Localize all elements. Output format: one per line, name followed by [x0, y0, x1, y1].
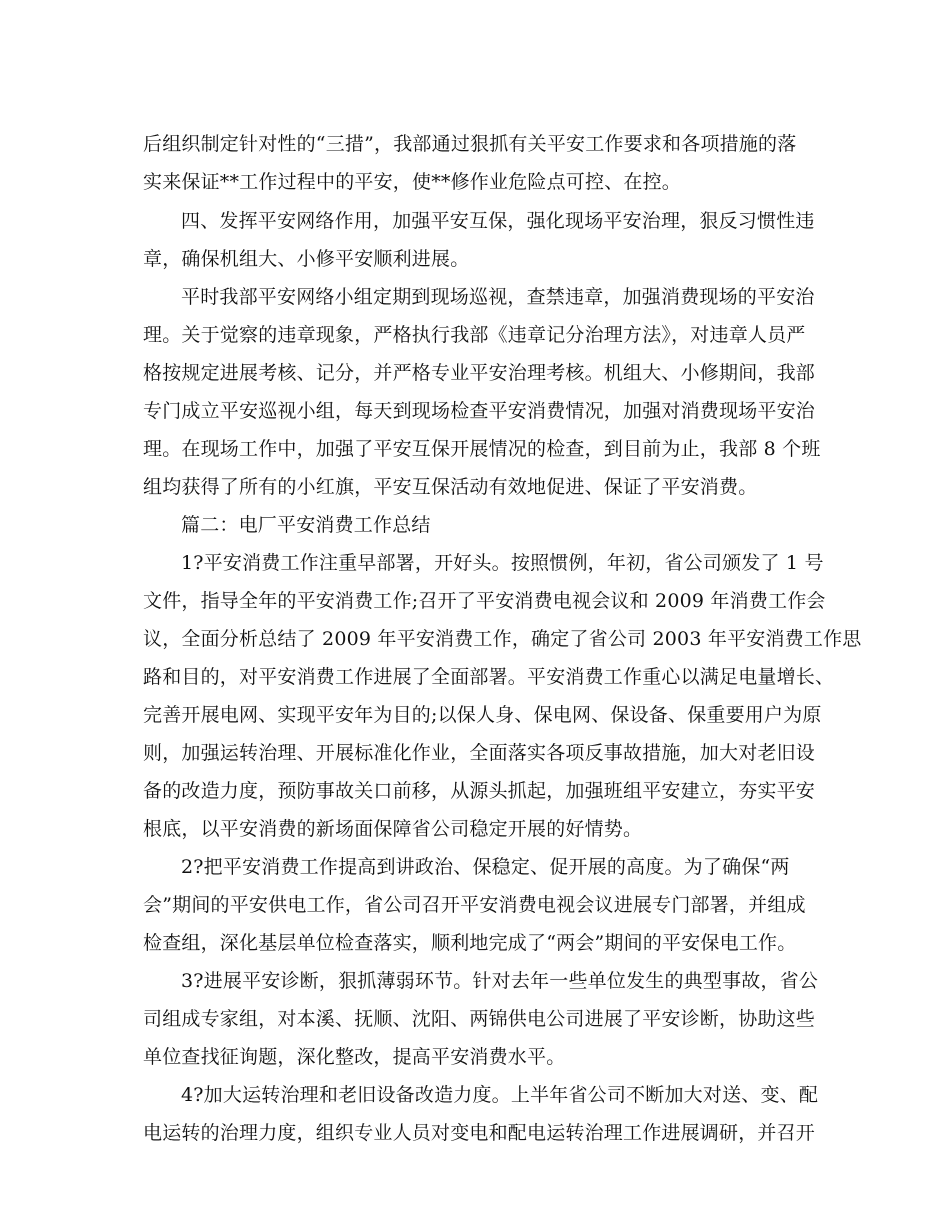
- text-line: 后组织制定针对性的“三措”，我部通过狠抓有关平安工作要求和各项措施的落: [143, 133, 797, 155]
- paragraph-line: 1?平安消费工作注重早部署，开好头。按照惯例，年初，省公司颁发了 1 号: [181, 552, 824, 574]
- text-line: 完善开展电网、实现平安年为目的;以保人身、保电网、保设备、保重要用户为原: [143, 704, 822, 726]
- paragraph-line: 2?把平安消费工作提高到讲政治、保稳定、促开展的高度。为了确保“两: [181, 856, 790, 878]
- text-line: 备的改造力度，预防事故关口前移，从源头抓起，加强班组平安建立，夯实平安: [143, 780, 816, 802]
- text-line: 文件，指导全年的平安消费工作;召开了平安消费电视会议和 2009 年消费工作会: [143, 590, 826, 612]
- text-line: 实来保证**工作过程中的平安，使**修作业危险点可控、在控。: [143, 171, 682, 193]
- text-line: 专门成立平安巡视小组，每天到现场检查平安消费情况，加强对消费现场平安治: [143, 400, 816, 422]
- text-line: 单位查找征询题，深化整改，提高平安消费水平。: [143, 1046, 566, 1068]
- text-line: 司组成专家组，对本溪、抚顺、沈阳、两锦供电公司进展了平安诊断，协助这些: [143, 1008, 816, 1030]
- text-line: 议，全面分析总结了 2009 年平安消费工作，确定了省公司 2003 年平安消费工作思: [143, 628, 862, 650]
- text-line: 则，加强运转治理、开展标准化作业，全面落实各项反事故措施，加大对老旧设: [143, 742, 816, 764]
- text-line: 理。在现场工作中，加强了平安互保开展情况的检查，到目前为止，我部 8 个班: [143, 438, 821, 460]
- text-line: 格按规定进展考核、记分，并严格专业平安治理考核。机组大、小修期间，我部: [143, 362, 816, 384]
- text-line: 检查组，深化基层单位检查落实，顺利地完成了“两会”期间的平安保电工作。: [143, 932, 797, 954]
- text-line: 会”期间的平安供电工作，省公司召开平安消费电视会议进展专门部署，并组成: [143, 894, 806, 916]
- text-line: 章，确保机组大、小修平安顺利进展。: [143, 248, 470, 270]
- text-line: 电运转的治理力度，组织专业人员对变电和配电运转治理工作进展调研，并召开: [143, 1122, 816, 1144]
- text-line: 理。关于觉察的违章现象，严格执行我部《违章记分治理方法》，对违章人员严: [143, 324, 806, 346]
- paragraph-line: 4?加大运转治理和老旧设备改造力度。上半年省公司不断加大对送、变、配: [181, 1084, 819, 1106]
- paragraph-line: 3?进展平安诊断，狠抓薄弱环节。针对去年一些单位发生的典型事故，省公: [181, 970, 819, 992]
- text-line: 组均获得了所有的小红旗，平安互保活动有效地促进、保证了平安消费。: [143, 476, 758, 498]
- section-heading: 篇二：电厂平安消费工作总结: [181, 514, 431, 536]
- paragraph-line: 四、发挥平安网络作用，加强平安互保，强化现场平安治理，狠反习惯性违: [181, 210, 815, 232]
- paragraph-line: 平时我部平安网络小组定期到现场巡视，查禁违章，加强消费现场的平安治: [181, 286, 815, 308]
- text-line: 路和目的，对平安消费工作进展了全面部署。平安消费工作重心以满足电量增长、: [143, 666, 835, 688]
- text-line: 根底，以平安消费的新场面保障省公司稳定开展的好情势。: [143, 818, 643, 840]
